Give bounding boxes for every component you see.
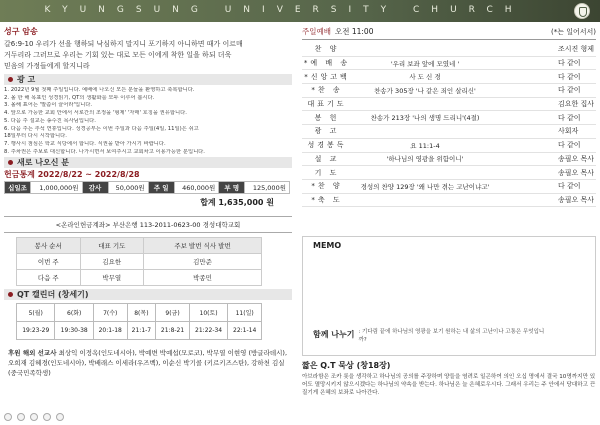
worship-title: 주일예배 [302,27,331,36]
worship-order-row [302,57,596,71]
meditation-title: 짧은 Q.T 묵상 (창18장) [302,361,391,370]
worship-order-row [302,43,596,57]
worship-order-content: '우리 보좌 앞에 모였네 ' [390,59,460,68]
worship-order-row [302,166,596,180]
worship-order-name: *예 배 송 [303,59,351,68]
service-header: 주보 발번 식사 발번 [144,238,262,254]
notice-item: 1. 2022년 9월 첫째 주일입니다. 예배에 나오신 모든 분들을 환영하고 축복합니다. [4,87,195,93]
worship-order-content: 찬송가 213장 '나의 생명 드리니'(4절) [370,114,480,123]
worship-order-name: *찬 양 [311,182,343,191]
worship-order-name: *축 도 [311,195,343,204]
worship-order-row [302,194,596,208]
bullet-icon [8,292,13,297]
table-row [17,270,262,286]
qt-day: 6(화) [55,304,93,322]
missionaries-label: 후원 해외 선교사 [8,349,57,358]
service-cell: 김만준 [144,254,262,270]
worship-order-leader: 송필오 목사 [558,195,595,204]
church-name: KYUNGSUNG UNIVERSITY CHURCH [44,5,524,15]
service-header: 대표 기도 [80,238,144,254]
worship-order-row [302,98,596,112]
finance-label: 주 일 [148,182,174,194]
worship-order-leader: 다 같이 [558,59,581,68]
notices-title: 광 고 [17,75,36,84]
qt-day: 9(금) [156,304,190,322]
page-controls [4,413,64,421]
fullscreen-button[interactable] [56,413,64,421]
finance-value: 50,000원 [108,182,148,194]
notice-item: 7. 행사시 점심은 학교 식당에서 합니다. 식권을 받아 가시기 바랍니다. [4,140,166,147]
worship-order-row [302,153,596,167]
worship-order-name: 대표기도 [307,100,347,109]
finance-total: 합계 1,635,000 원 [200,198,274,208]
settings-button[interactable] [43,413,51,421]
table-row [17,322,262,340]
table-row [17,254,262,270]
worship-order-name: 성경봉독 [307,141,347,150]
service-cell: 박종민 [144,270,262,286]
bullet-icon [8,77,13,82]
worship-order-content: 경성의 찬양 129장 '왜 나만 겪는 고난이냐고' [360,182,490,191]
worship-order-content: 사 도 신 경 [409,73,441,82]
qt-range: 21:22-34 [189,322,227,340]
worship-order-leader: 다 같이 [558,72,581,81]
worship-order-leader: 사회자 [558,127,579,136]
newcomer-header [4,157,292,168]
notice-item: 2. 올 한 해 목표인 성경읽기, QT의 생활화를 모두 이루어 봅시다. [4,94,155,101]
missionaries-list: 최상익 이정옥(인도네시아), 박예변 박예섭(모로코), 박무열 이현영 (방글라데시), 오희재 김혜경(인도네시아), 박배래스 이세라(우즈벡), 이순신 박기콜 (키르키즈스탄), 강하천 김실(중국민족학생) [8,349,288,378]
share-text: : 기다림 끝에 하나님의 영광을 보기 원하는 내 삶의 고난이나 고통은 무엇입니까? [358,329,545,343]
next-page-button[interactable] [17,413,25,421]
missionaries [4,348,292,378]
share-section [303,329,548,344]
finance-label: 감사 [82,182,108,194]
service-cell: 김요한 [80,254,144,270]
worship-time: 오전 11:00 [334,27,374,36]
qt-day: 7(수) [93,304,127,322]
worship-order-leader: 조시진 형제 [558,45,595,54]
qt-day: 8(목) [127,304,156,322]
finance-label: 십일조 [5,182,31,194]
service-cell: 박무열 [80,270,144,286]
qt-day: 5(월) [17,304,55,322]
notice-item: 8. 주차권은 주보로 대신합니다. 나가시면서 보여주시고 교회차고 이용가능한 분입니다. [4,148,205,155]
qt-day: 10(토) [189,304,227,322]
notice-item: 4. 앞으로 가능한 교회 안에서 서로간의 조정을 '형제' '자매' 호칭을 권유합니다. [4,110,187,117]
qt-day: 11(일) [228,304,262,322]
worship-order-row [302,139,596,153]
worship-order-leader: 김요한 집사 [558,100,595,109]
worship-header [302,26,596,40]
notice-item: 18일부터 다시 시작합니다. [4,133,67,140]
worship-order-row [302,84,596,98]
verse-line: 갈6:9-10 우리가 선을 행하되 낙심하지 말지니 포기하지 아니하면 때가 이르매 [4,40,243,48]
share-title: 함께 나누기 [313,330,355,339]
qt-calendar-title: QT 캘린더 (창세기) [17,290,89,300]
memo-title: MEMO [313,241,342,250]
worship-order-content: 찬송가 305장 '나 같은 죄인 살리신' [374,86,476,95]
qt-range: 19:30-38 [55,322,93,340]
worship-order-leader: 다 같이 [558,182,581,191]
service-cell: 이번 주 [17,254,81,270]
verse-line: 거두리라 그러므로 우리는 기회 있는 대로 모든 이에게 착한 일을 하되 더욱 [4,51,232,59]
notice-item: 6. 다음 주는 추석 연휴입니다. 성경공부는 이번 주일과 다음 주일(4일, 11일)은 쉬고 [4,125,199,132]
notices-list [4,87,292,156]
worship-order [302,43,596,207]
worship-order-leader: 송필오 목사 [558,154,595,163]
worship-order-content: '하나님의 영광을 위함이니' [386,155,464,164]
verse-line: 믿음의 가정들에게 할지니라 [4,62,90,70]
worship-order-name: *신앙고백 [304,72,350,81]
worship-order-name: 광 고 [314,127,340,136]
worship-order-name: 설 교 [314,154,340,163]
worship-order-leader: 다 같이 [558,86,581,95]
qt-range: 21:1-7 [127,322,156,340]
finance-value: 1,000,000원 [31,182,83,194]
finance-title: 헌금통계 2022/8/22 ~ 2022/8/28 [4,170,140,180]
worship-note: (*는 일어서서) [551,28,596,36]
right-column [302,26,596,207]
finance-table [4,181,290,194]
notice-item: 3. 올해 표어는 '말씀이 끌어라'입니다. [4,102,93,109]
prev-page-button[interactable] [4,413,12,421]
worship-order-row [302,70,596,84]
finance-label: 부 명 [219,182,245,194]
worship-order-leader: 다 같이 [558,141,581,150]
shield-logo-icon [574,3,590,19]
qt-meditation [302,360,596,397]
qt-range: 19:23-29 [17,322,55,340]
verse-title: 성구 암송 [4,27,38,36]
memo-box [302,236,596,356]
service-table [16,237,262,286]
worship-order-row [302,125,596,139]
qt-range: 20:1-18 [93,322,127,340]
verse-text [4,39,292,72]
bullet-icon [8,160,13,165]
qt-calendar-table [16,303,262,340]
newcomer-title: 새로 나오신 분 [17,158,69,168]
service-header: 봉사 순서 [17,238,81,254]
finance-value: 125,000원 [245,182,290,194]
qt-range: 22:1-14 [228,322,262,340]
worship-order-row [302,180,596,194]
zoom-button[interactable] [30,413,38,421]
left-column [4,26,292,378]
worship-order-leader: 송필오 목사 [558,168,595,177]
qt-calendar-header [4,289,292,300]
worship-order-name: 찬 양 [314,45,340,54]
header-banner [0,0,600,22]
notices-header [4,74,292,85]
worship-order-name: 기 도 [314,168,340,177]
notice-item: 5. 다음 주 설교는 송수진 목사님입니다. [4,117,96,124]
worship-order-name: 봉 헌 [314,113,340,122]
worship-order-leader: 다 같이 [558,113,581,122]
qt-range: 21:8-21 [156,322,190,340]
meditation-text: 아브라함은 조카 롯을 생각하고 하나님의 공의를 주장하며 양들을 염려로 일곤하여 의인 오십 명에서 결국 10명까지만 있어도 멸망시키지 않으시겠다는 하나님의 약속을 받는다. 하나님은 늘 은혜로우시다. 그래서 우리는 주 안에서 당대하고 끈질기게 은혜의 보좌로 나아간다. [302,374,596,396]
worship-order-content: 요 11:1-4 [410,141,440,150]
finance-value: 460,000원 [174,182,219,194]
online-account: <온라인헌금계좌> 부산은행 113-2011-0623-00 경성대학교회 [4,216,292,233]
worship-order-name: *찬 송 [311,86,343,95]
service-cell: 다음 주 [17,270,81,286]
worship-order-row [302,111,596,125]
